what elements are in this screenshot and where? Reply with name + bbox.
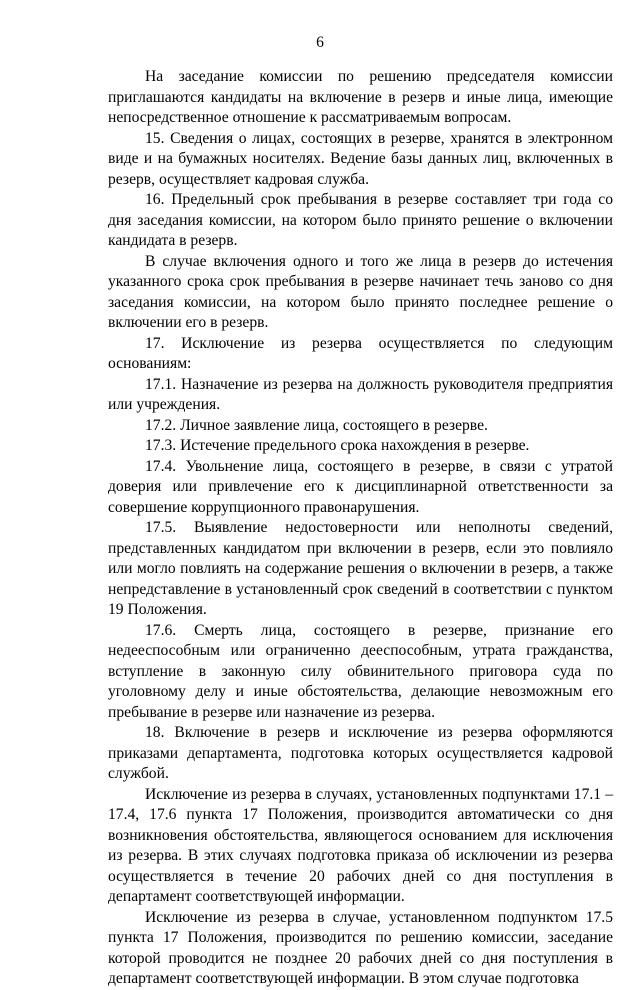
page-number: 6	[316, 34, 324, 51]
paragraph: 17.4. Увольнение лица, состоящего в резерве, в связи с утратой доверия или привлечение его к дисциплинарной ответственности за совершение коррупционного правонарушения.	[108, 457, 613, 516]
paragraph: Исключение из резерва в случае, установленном подпунктом 17.5 пункта 17 Положения, производится по решению комиссии, заседание которой проводится не позднее 20 рабочих дней со дня поступления в департамент соответствующей информации. В этом случае подготовка	[108, 908, 613, 987]
paragraph: На заседание комиссии по решению председателя комиссии приглашаются кандидаты на включение в резерв и иные лица, имеющие непосредственное отношение к рассматриваемым вопросам.	[108, 68, 613, 126]
paragraph: 17.6. Смерть лица, состоящего в резерве, признание его недееспособным или ограниченно дееспособным, утрата гражданства, вступление в законную силу обвинительного приговора суда по уголовному делу и иные обстоятельства, делающие невозможным его пребывание в резерве или назначение из резерва.	[108, 621, 613, 721]
paragraph: Исключение из резерва в случаях, установленных подпунктами 17.1 – 17.4, 17.6 пункта 17 Положения, производится автоматически со дня возникновения обстоятельства, являющегося основанием для исключения из резерва. В этих случаях подготовка приказа об исключении из резерва осуществляется в течение 20 рабочих дней со дня поступления в департамент соответствующей информации.	[108, 785, 613, 905]
paragraph: 15. Сведения о лицах, состоящих в резерве, хранятся в электронном виде и на бумажных носителях. Ведение базы данных лиц, включенных в резерв, осуществляет кадровая служба.	[108, 129, 613, 188]
paragraph: 18. Включение в резерв и исключение из резерва оформляются приказами департамента, подготовка которых осуществляется кадровой службой.	[108, 724, 613, 782]
paragraph: 17.1. Назначение из резерва на должность руководителя предприятия или учреждения.	[108, 375, 613, 413]
document-body	[108, 67, 613, 990]
paragraph: В случае включения одного и того же лица в резерв до истечения указанного срока срок пребывания в резерве начинает течь заново со дня заседания комиссии, на котором было принято последнее решение о включении его в резерв.	[108, 252, 613, 331]
paragraph: 17.5. Выявление недостоверности или неполноты сведений, представленных кандидатом при включении в резерв, если это повлияло или могло повлиять на содержание решения о включении в резерв, а также непредставление в установленный срок сведений в соответствии с пунктом 19 Положения.	[108, 519, 613, 618]
paragraph: 17.2. Личное заявление лица, состоящего в резерве.	[145, 416, 488, 434]
paragraph: 17.3. Истечение предельного срока нахождения в резерве.	[145, 437, 530, 454]
paragraph: 17. Исключение из резерва осуществляется по следующим основаниям:	[108, 334, 613, 372]
paragraph: 16. Предельный срок пребывания в резерве составляет три года со дня заседания комиссии, на котором было принято решение о включении кандидата в резерв.	[108, 191, 613, 249]
